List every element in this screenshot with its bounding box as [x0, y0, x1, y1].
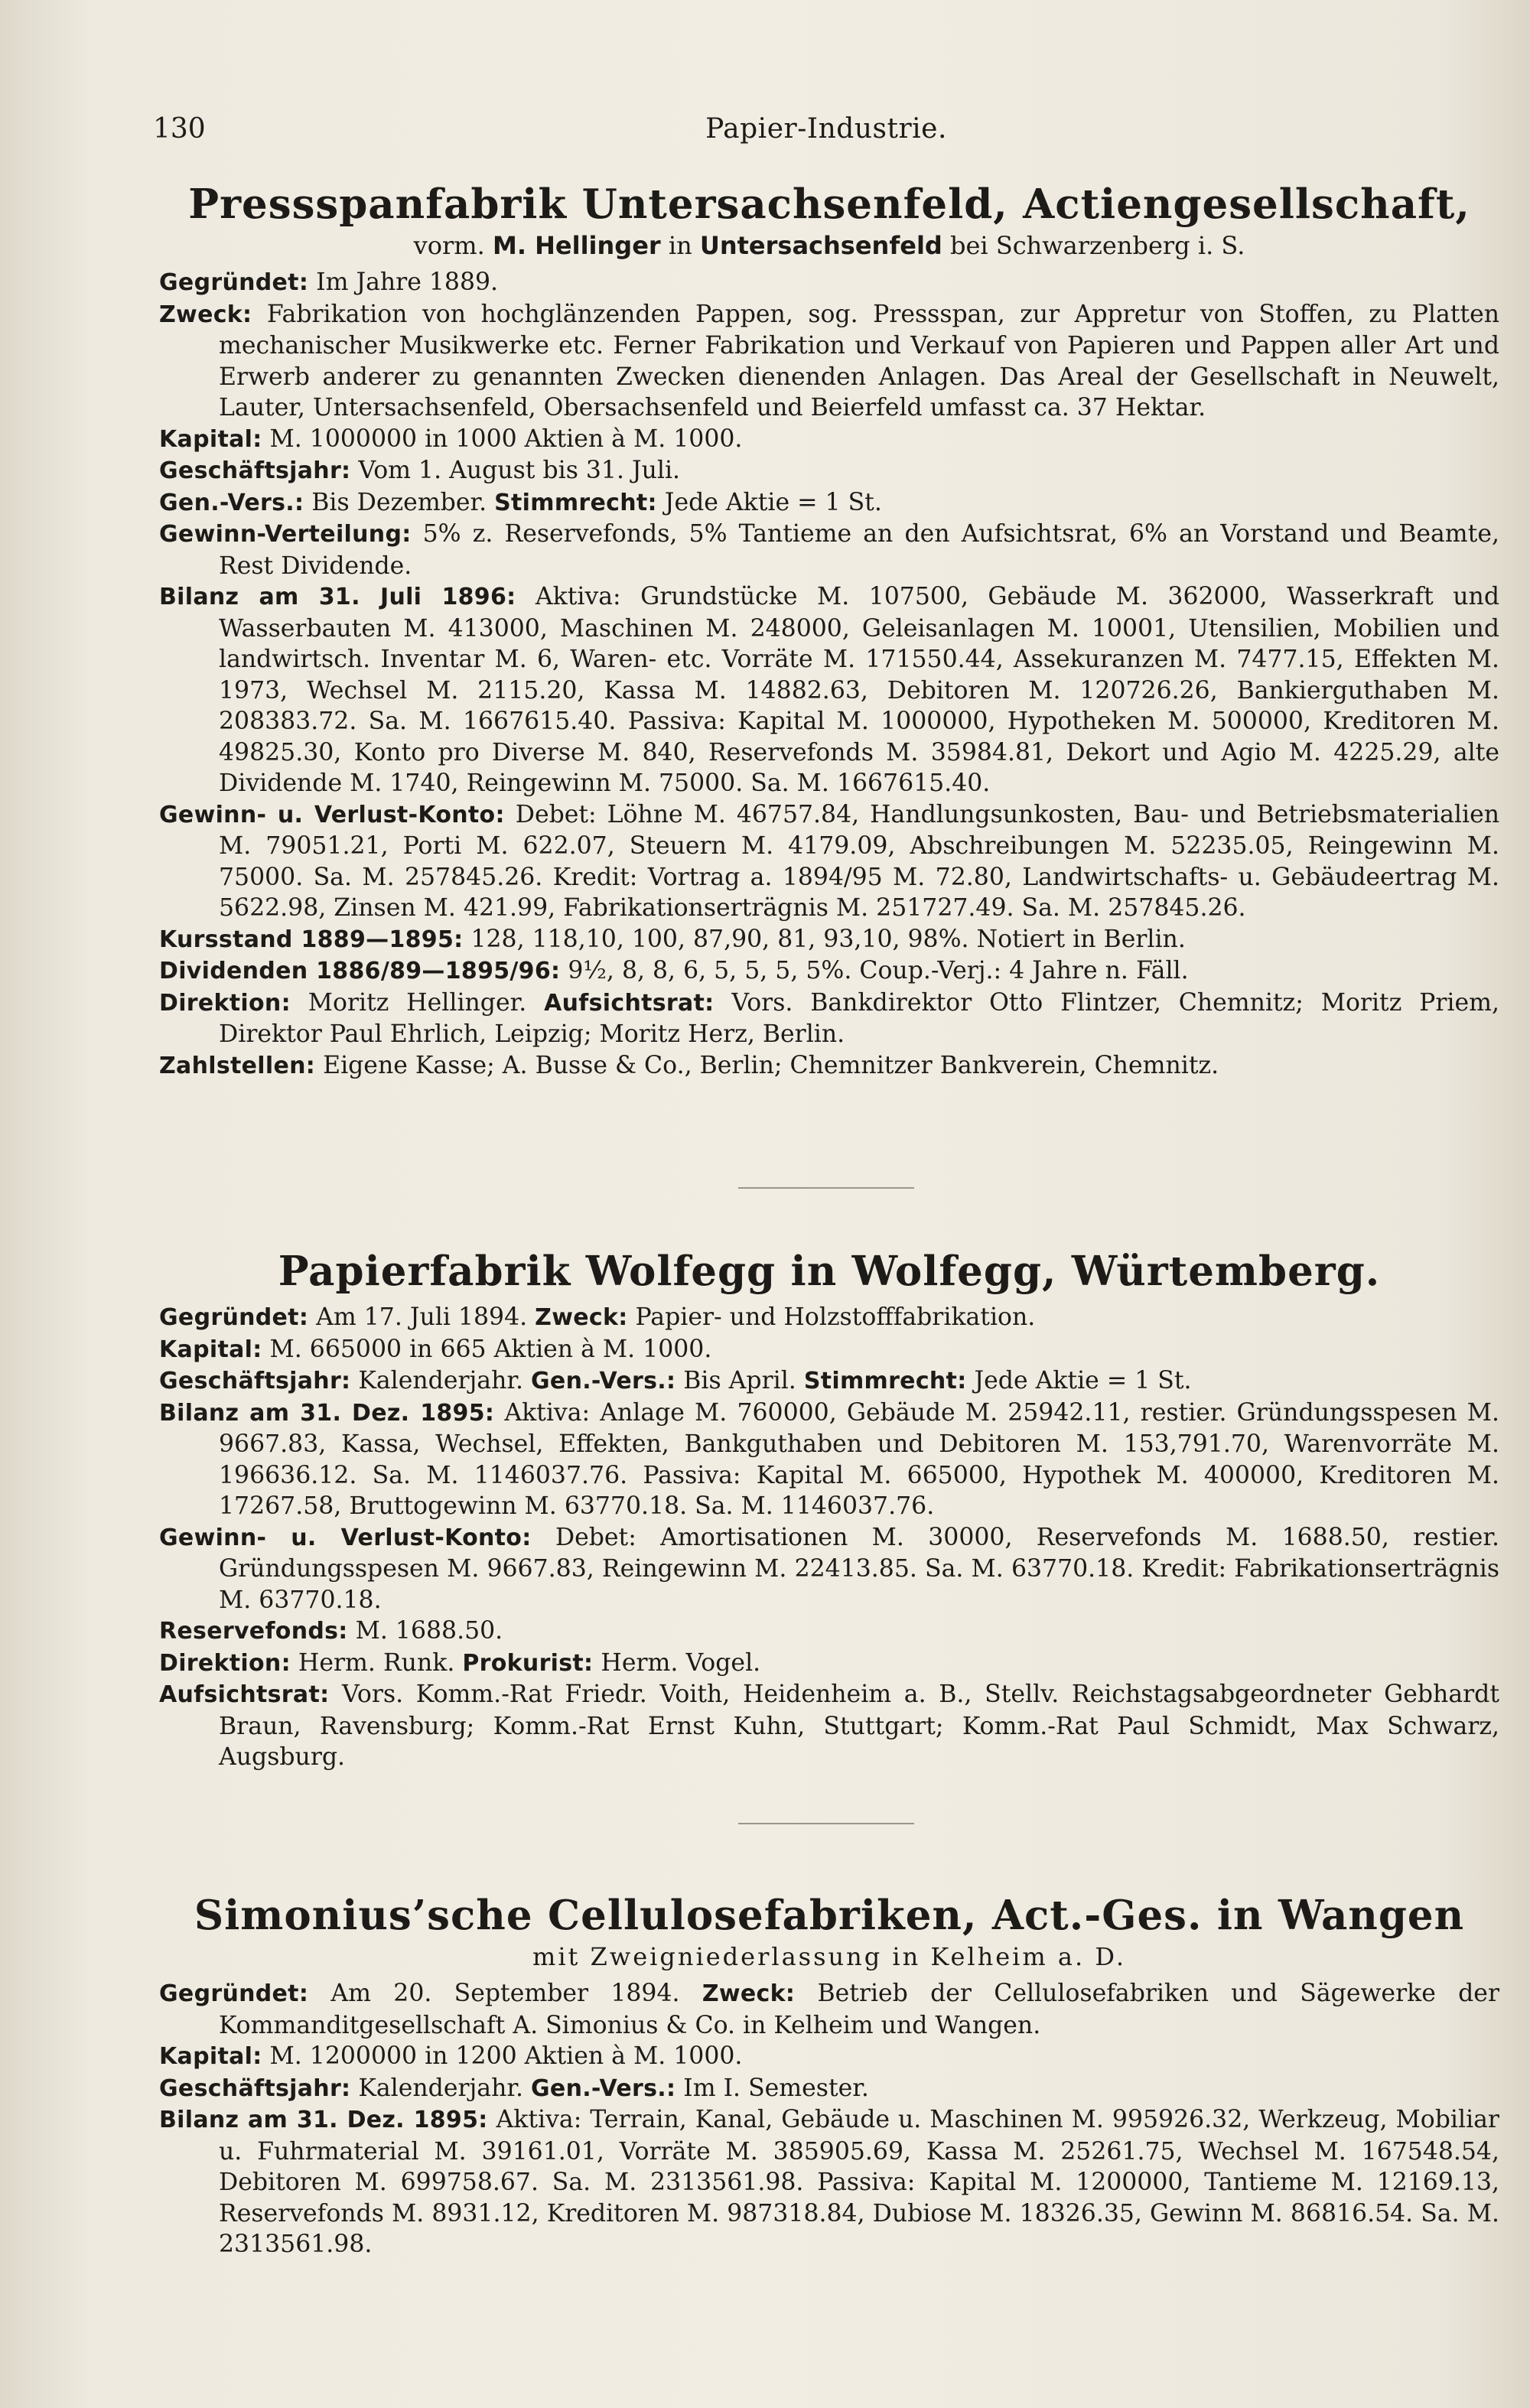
entry-paragraph: Direktion: Herm. Runk. Prokurist: Herm. Vogel.	[159, 1648, 761, 1677]
entry-paragraph: Gen.-Vers.: Bis Dezember. Stimmrecht: Jede Aktie = 1 St.	[159, 488, 882, 516]
entry-paragraph: Geschäftsjahr: Kalenderjahr. Gen.-Vers.: Bis April. Stimmrecht: Jede Aktie = 1 St.	[159, 1367, 1192, 1394]
entry-paragraph: Gegründet: Am 17. Juli 1894. Zweck: Papier- und Holzstofffabrikation.	[159, 1303, 1036, 1331]
entry-paragraph: Gewinn-Verteilung: 5% z. Reservefonds, 5% Tantieme an den Aufsichtsrat, 6% an Vorstand und Beamte, Rest Dividende.	[159, 520, 1499, 580]
entry-paragraph: Zahlstellen: Eigene Kasse; A. Busse & Co., Berlin; Chemnitzer Bankverein, Chemnitz.	[159, 1051, 1219, 1079]
entry-paragraph: Dividenden 1886/89—1895/96: 9½, 8, 8, 6, 5, 5, 5, 5%. Coup.-Verj.: 4 Jahre n. Fäll.	[159, 957, 1189, 984]
subtitle-prefix: vorm.	[413, 231, 485, 260]
subtitle-mid: in	[668, 231, 692, 260]
page-number: 130	[153, 113, 206, 145]
section-divider	[738, 1823, 914, 1824]
entry-paragraph: Geschäftsjahr: Kalenderjahr. Gen.-Vers.: Im I. Semester.	[159, 2074, 869, 2102]
entry-paragraph: Bilanz am 31. Juli 1896: Aktiva: Grundstücke M. 107500, Gebäude M. 362000, Wasserkraft und Wasserbauten M. 413000, Maschinen M. 248000, Geleisanlagen M. 10001, Utensilien, Mobilien und landwirtsch. Inventar M. 6, Waren- etc. Vorräte M. 171550.44, Assekuranzen M. 7477.15, Effekten M. 1973, Wechsel M. 2115.20, Kassa M. 14882.63, Debitoren M. 120726.26, Bankierguthaben M. 208383.72. Sa. M. 1667615.40. Passiva: Kapital M. 1000000, Hypotheken M. 500000, Kreditoren M. 49825.30, Konto pro Diverse M. 840, Reservefonds M. 35984.81, Dekort und Agio M. 4225.29, alte Dividende M. 1740, Reingewinn M. 75000. Sa. M. 1667615.40.	[159, 583, 1499, 797]
entry-paragraph: Direktion: Moritz Hellinger. Aufsichtsrat: Vors. Bankdirektor Otto Flintzer, Chemnitz; Moritz Priem, Direktor Paul Ehrlich, Leipzig; Moritz Herz, Berlin.	[159, 988, 1500, 1048]
subtitle-suffix: bei Schwarzenberg i. S.	[950, 231, 1245, 260]
entry-paragraph: Bilanz am 31. Dez. 1895: Aktiva: Terrain, Kanal, Gebäude u. Maschinen M. 995926.32, Werkzeug, Mobiliar u. Fuhrmaterial M. 39161.01, Vorräte M. 385905.69, Kassa M. 25261.75, Wechsel M. 167548.54, Debitoren M. 699758.67. Sa. M. 2313561.98. Passiva: Kapital M. 1200000, Tantieme M. 12169.13, Reservefonds M. 8931.12, Kreditoren M. 987318.84, Dubiose M. 18326.35, Gewinn M. 86816.54. Sa. M. 2313561.98.	[159, 2106, 1499, 2258]
entry-paragraph: Gewinn- u. Verlust-Konto: Debet: Löhne M. 46757.84, Handlungsunkosten, Bau- und Betriebsmaterialien M. 79051.21, Porti M. 622.07, Steuern M. 4179.09, Abschreibungen M. 52235.05, Reingewinn M. 75000. Sa. M. 257845.26. Kredit: Vortrag a. 1894/95 M. 72.80, Landwirtschafts- u. Gebäudeertrag M. 5622.98, Zinsen M. 421.99, Fabrikationserträgnis M. 251727.49. Sa. M. 257845.26.	[159, 800, 1500, 922]
company-entry-wolfegg	[159, 1247, 1499, 1773]
subtitle-place: Untersachsenfeld	[699, 231, 942, 260]
entry-paragraph: Geschäftsjahr: Vom 1. August bis 31. Juli.	[159, 457, 681, 484]
page-header	[153, 113, 1499, 159]
entry-subtitle	[159, 229, 1499, 262]
entry-title: Papierfabrik Wolfegg in Wolfegg, Würtemberg.	[278, 1248, 1381, 1295]
subtitle-founder: M. Hellinger	[492, 231, 661, 260]
entry-title: Pressspanfabrik Untersachsenfeld, Actiengesellschaft,	[188, 181, 1470, 228]
entry-paragraph: Bilanz am 31. Dez. 1895: Aktiva: Anlage M. 760000, Gebäude M. 25942.11, restier. Gründungsspesen M. 9667.83, Kassa, Wechsel, Effekten, Bankguthaben und Debitoren M. 153,791.70, Warenvorräte M. 196636.12. Sa. M. 1146037.76. Passiva: Kapital M. 665000, Hypothek M. 400000, Kreditoren M. 17267.58, Bruttogewinn M. 63770.18. Sa. M. 1146037.76.	[159, 1398, 1499, 1520]
entry-subtitle: mit Zweigniederlassung in Kelheim a. D.	[532, 1942, 1127, 1971]
entry-paragraph: Reservefonds: M. 1688.50.	[159, 1617, 503, 1645]
entry-title: Simonius’sche Cellulosefabriken, Act.-Ges. in Wangen	[194, 1892, 1465, 1939]
entry-paragraph: Kapital: M. 1000000 in 1000 Aktien à M. 1000.	[159, 425, 743, 453]
company-entry-simonius	[159, 1891, 1499, 2260]
entry-paragraph: Aufsichtsrat: Vors. Komm.-Rat Friedr. Voith, Heidenheim a. B., Stellv. Reichstagsabgeordneter Gebhardt Braun, Ravensburg; Komm.-Rat Ernst Kuhn, Stuttgart; Komm.-Rat Paul Schmidt, Max Schwarz, Augsburg.	[159, 1681, 1499, 1771]
company-entry-pressspanfabrik	[159, 180, 1499, 1082]
entry-paragraph: Gegründet: Am 20. September 1894. Zweck: Betrieb der Cellulosefabriken und Sägewerke der Kommanditgesellschaft A. Simonius & Co. in Kelheim und Wangen.	[159, 1980, 1499, 2039]
section-divider	[738, 1187, 914, 1189]
entry-paragraph: Kapital: M. 1200000 in 1200 Aktien à M. 1000.	[159, 2042, 743, 2070]
entry-paragraph: Zweck: Fabrikation von hochglänzenden Pappen, sog. Pressspan, zur Appretur von Stoffen, zu Platten mechanischer Musikwerke etc. Ferner Fabrikation und Verkauf von Papieren und Pappen aller Art und Erwerb anderer zu genannten Zwecken dienenden Anlagen. Das Areal der Gesellschaft in Neuwelt, Lauter, Untersachsenfeld, Obersachsenfeld und Beierfeld umfasst ca. 37 Hektar.	[159, 300, 1499, 421]
entry-paragraph: Kapital: M. 665000 in 665 Aktien à M. 1000.	[159, 1335, 712, 1363]
entry-paragraph: Kursstand 1889—1895: 128, 118,10, 100, 87,90, 81, 93,10, 98%. Notiert in Berlin.	[159, 925, 1186, 953]
running-title: Papier-Industrie.	[705, 113, 947, 145]
entry-paragraph: Gegründet: Im Jahre 1889.	[159, 268, 499, 296]
entry-paragraph: Gewinn- u. Verlust-Konto: Debet: Amortisationen M. 30000, Reservefonds M. 1688.50, restier. Gründungsspesen M. 9667.83, Reingewinn M. 22413.85. Sa. M. 63770.18. Kredit: Fabrikationserträgnis M. 63770.18.	[159, 1523, 1500, 1614]
